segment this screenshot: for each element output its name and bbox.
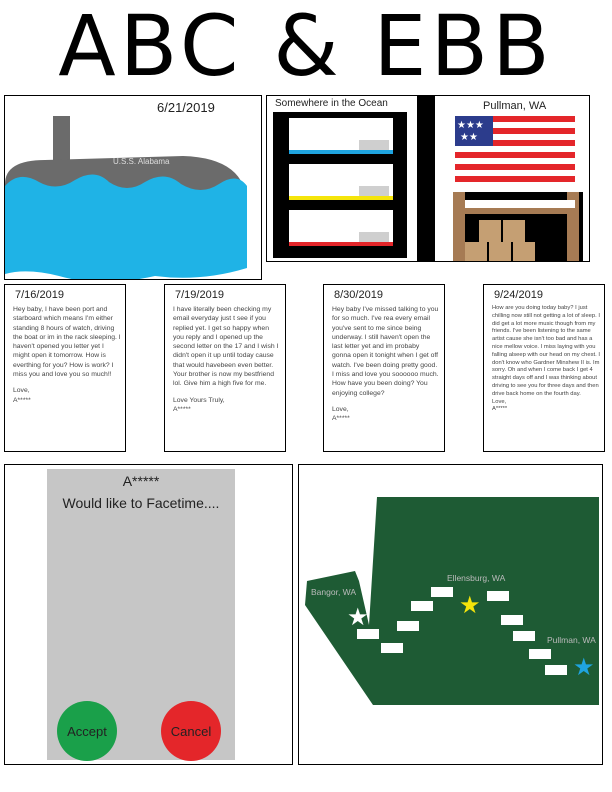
letter-signature: A***** [173,405,191,413]
letter-body: I have literally been checking my email everyday just t see if you replied yet. I get so happy when you reply and I opened up the second letter on the 17 and I wish I didn't open it up until today cause that would havebeen even better. Your brother is now my bestfriend lol. Give him a high five for me. [173,306,279,388]
page-title: ABC & EBB [58,0,554,95]
panel-submarine [4,95,262,280]
facetime-screen [47,469,235,760]
letter-date: 9/24/2019 [494,289,543,301]
letter-panel [483,284,605,452]
split-illustration [267,96,589,261]
star-ellensburg-icon: ★ [459,591,481,619]
us-flag [455,116,575,182]
pullman-caption: Pullman, WA [483,100,547,112]
letter-signature: A***** [332,415,350,423]
letter-closing: Love Yours Truly, [173,396,225,404]
ocean-caption: Somewhere in the Ocean [275,98,388,109]
label-pullman: Pullman, WA [547,635,596,645]
panel-map [298,464,603,765]
ship-name: U.S.S. Alabama [113,157,170,166]
letter-closing: Love, [332,405,349,413]
letter-date: 7/16/2019 [15,289,64,301]
star-pullman-icon: ★ [573,653,595,681]
letter-panel [164,284,286,452]
letter-body: Hey baby, I have been port and starboard which means I'm either standing 8 hours of watch, driving the boat or im in the rack sleeping. I haven't opened you letter yet I might open it tomorrow. How is everthing for you? How is work? I miss you and love you so much!! [13,306,121,379]
panel-facetime [4,464,293,765]
facetime-message: Would like to Facetime.... [62,495,220,511]
letter-date: 8/30/2019 [334,289,383,301]
panel-date: 6/21/2019 [157,100,215,115]
svg-text:★★: ★★ [460,132,478,143]
caller-name: A***** [122,473,160,489]
letter-signature: A***** [492,406,508,413]
svg-text:★★★: ★★★ [457,120,484,131]
panel-divider [417,96,435,261]
bunk-rack [273,112,407,258]
letter-date: 7/19/2019 [175,289,224,301]
letter-body: How are you doing today baby? I just chilling now still not getting a lot of sleep. I did get a lot more music though from my friends. I've been listening to the same artist cause she isn't too bad and has a nice mellow voice. I miss laying with you falling alseep with our head on my chest. I don't know who Gardner Minshew II is. Im sorry. Oh and when I come back I get 4 straight days off and I was thinking about driving to see you for three days and then drive back home on the fourth day. [492,305,600,397]
star-bangor-icon: ★ [347,603,369,631]
washington-map [299,465,602,764]
accept-button[interactable]: Accept [57,701,117,761]
label-bangor: Bangor, WA [311,587,357,597]
cancel-button[interactable]: Cancel [161,701,221,761]
letter-closing: Love, [13,387,30,395]
apartment-building [453,192,583,261]
letter-closing: Love, [492,398,507,405]
submarine-illustration [5,96,261,279]
ocean-water [5,174,247,279]
label-ellensburg: Ellensburg, WA [447,573,506,583]
letter-panel [323,284,445,452]
letter-body: Hey baby I've missed talking to you for so much. I've rea every email you've sent to me since being underway. I still haven't open the last letter yet and im probaby gonna open it tonight when I get off watch. I've been doing pretty good. I miss and love you soooooo much. How have you been doing? You enjoying college? [332,306,439,397]
letter-signature: A***** [13,396,31,404]
letter-panel [4,284,126,452]
panel-locations [266,95,590,262]
